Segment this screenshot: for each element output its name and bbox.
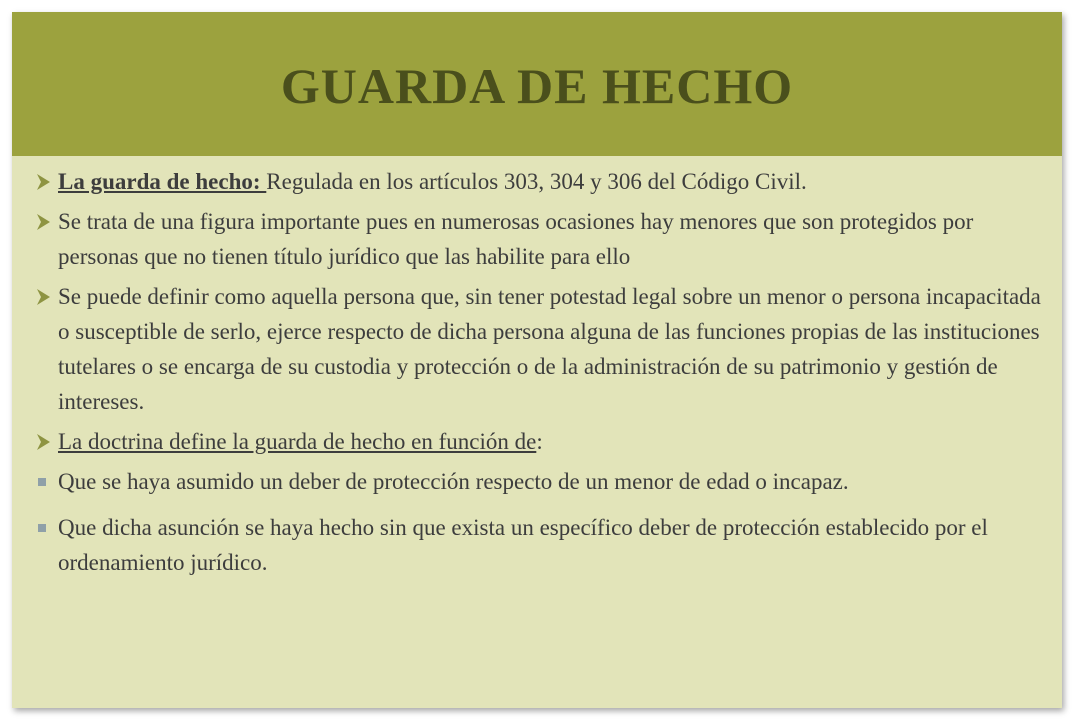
bullet-item-4 — [34, 424, 1052, 459]
arrow-bullet-icon — [34, 279, 56, 314]
slide — [12, 12, 1062, 708]
slide-body — [34, 164, 1052, 580]
item-lead: La doctrina define la guarda de hecho en función de — [58, 429, 537, 454]
arrow-bullet-icon — [34, 164, 56, 199]
item-lead: La guarda de hecho: — [58, 169, 267, 194]
bullet-item-1 — [34, 164, 1052, 199]
item-text: Que se haya asumido un deber de protección respecto de un menor de edad o incapaz. — [58, 469, 849, 494]
arrow-bullet-icon — [34, 204, 56, 239]
item-text: Se puede definir como aquella persona que, sin tener potestad legal sobre un menor o persona incapacitada o susceptible de serlo, ejerce respecto de dicha persona alguna de las funciones propias de las instituciones tutelares o se encarga de su custodia y protección o de la administración de su patrimonio y gestión de intereses. — [58, 284, 1041, 414]
item-text: Que dicha asunción se haya hecho sin que exista un específico deber de protección establecido por el ordenamiento jurídico. — [58, 515, 988, 575]
square-bullet-icon — [34, 510, 56, 545]
bullet-item-5 — [34, 464, 1052, 499]
item-text: : — [536, 429, 543, 454]
slide-title: GUARDA DE HECHO — [280, 58, 794, 114]
arrow-bullet-icon — [34, 424, 56, 459]
bullet-item-6 — [34, 510, 1052, 580]
item-text: Regulada en los artículos 303, 304 y 306 del Código Civil. — [266, 169, 807, 194]
bullet-item-2 — [34, 204, 1052, 274]
title-bar — [12, 12, 1062, 156]
square-bullet-icon — [34, 464, 56, 499]
bullet-item-3 — [34, 279, 1052, 419]
item-text: Se trata de una figura importante pues en numerosas ocasiones hay menores que son protegidos por personas que no tienen título jurídico que las habilite para ello — [58, 209, 974, 269]
